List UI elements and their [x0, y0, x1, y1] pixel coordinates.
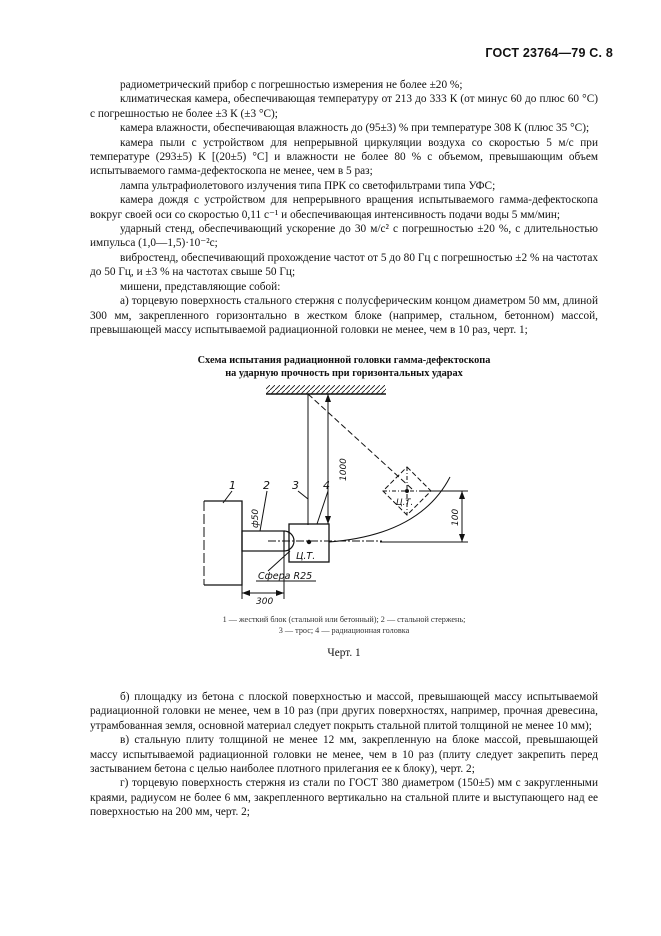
- ceiling-hatch: [266, 385, 386, 394]
- paragraph: камера влажности, обеспечивающая влажность до (95±3) % при температуре 308 К (плюс 35 °С);: [120, 122, 590, 135]
- paragraph: в) стальную плиту толщиной не менее 12 мм, закрепленную на блоке массой, превышающей массу испытываемой радиационной головки не менее, чем в 10 раз (плиту следует закрепить перед застыванием бетона с целью наиболее плотного прилегания ее к блоку), черт. 2;: [90, 734, 598, 776]
- paragraph: ударный стенд, обеспечивающий ускорение до 30 м/с² с погрешностью ±20 %, с длительностью импульса (1,0—1,5)·10⁻²с;: [90, 223, 598, 250]
- text-block-bottom: [90, 690, 598, 820]
- paragraph: камера дождя с устройством для непрерывного вращения испытываемого гамма-дефектоскопа вокруг своей оси со скоростью 0,11 с⁻¹ и обеспечивающая интенсивность подачи воды 5 мм/мин;: [90, 194, 598, 221]
- label-dim-100: 100: [451, 508, 461, 526]
- label-sphere: Сфера R25: [258, 571, 313, 582]
- page-header: ГОСТ 23764—79 С. 8: [485, 46, 613, 60]
- figure-legend: [90, 614, 598, 636]
- steel-rod: [242, 531, 284, 551]
- text-block-top: [90, 78, 598, 337]
- paragraph: радиометрический прибор с погрешностью измерения не более ±20 %;: [120, 79, 463, 91]
- label-dia: ф50: [251, 508, 261, 528]
- paragraph: камера пыли с устройством для непрерывной циркуляции воздуха со скоростью 5 м/с при температуре (293±5) К [(20±5) °С] и влажности не более 80 % с объемом, превышающим объем испытываемого гамма-дефектоскопа не менее, чем в 5 раз;: [90, 136, 598, 178]
- paragraph: лампа ультрафиолетового излучения типа ПРК со светофильтрами типа УФС;: [120, 179, 496, 192]
- label-ct-swung: Ц.Т.: [396, 498, 414, 508]
- label-ct: Ц.Т.: [296, 551, 316, 562]
- rope-swung: [308, 394, 412, 489]
- label-dim-300: 300: [256, 597, 274, 607]
- rigid-block: [204, 501, 242, 585]
- impact-test-diagram: [90, 385, 490, 610]
- figure-title-line: на ударную прочность при горизонтальных ударах: [225, 367, 463, 379]
- label-dim-1000: 1000: [339, 458, 349, 481]
- label-3: 3: [292, 479, 299, 492]
- paragraph: а) торцевую поверхность стального стержня с полусферическим концом диаметром 50 мм, длиной 300 мм, закрепленного горизонтально в жестком блоке (например, стальном, бетонном) массой, превышающей массу испытываемой радиационной головки не менее, чем в 10 раз, черт. 1;: [90, 295, 598, 336]
- label-2: 2: [263, 479, 270, 492]
- paragraph: б) площадку из бетона с плоской поверхностью и массой, превышающей массу испытываемой радиационной головки не менее, чем в 10 раз (при других поверхностях, например, прочная древесина, утрамбованная земля, основной материал следует покрыть стальной плитой толщиной не менее 10 мм);: [90, 691, 598, 732]
- label-1: 1: [229, 479, 236, 492]
- figure-caption: Черт. 1: [327, 647, 361, 659]
- paragraph: г) торцевую поверхность стержня из стали по ГОСТ 380 диаметром (150±5) мм с закругленными краями, радиусом не более 6 мм, закрепленного вертикально на стальной плите и выступающего над ее поверхностью на 200 мм, черт. 2;: [90, 777, 598, 819]
- paragraph: вибростенд, обеспечивающий прохождение частот от 5 до 80 Гц с погрешностью ±2 % на частотах до 50 Гц, и ±3 % на частотах свыше 50 Гц;: [90, 251, 598, 279]
- legend-line: 3 — трос; 4 — радиационная головка: [278, 626, 410, 635]
- figure-title-line: Схема испытания радиационной головки гамма-дефектоскопа: [197, 355, 491, 366]
- figure-title: [90, 355, 598, 380]
- cg-point: [307, 540, 311, 544]
- paragraph: климатическая камера, обеспечивающая температуру от 213 до 333 К (от минус 60 до плюс 60 °С) с погрешностью не более ±3 К (±3 °С);: [90, 93, 598, 120]
- swing-trajectory: [329, 477, 450, 542]
- cg-point-swung: [405, 489, 409, 493]
- legend-line: 1 — жесткий блок (стальной или бетонный); 2 — стальной стержень;: [222, 615, 466, 624]
- label-4: 4: [323, 479, 330, 492]
- paragraph: мишени, представляющие собой:: [120, 280, 281, 293]
